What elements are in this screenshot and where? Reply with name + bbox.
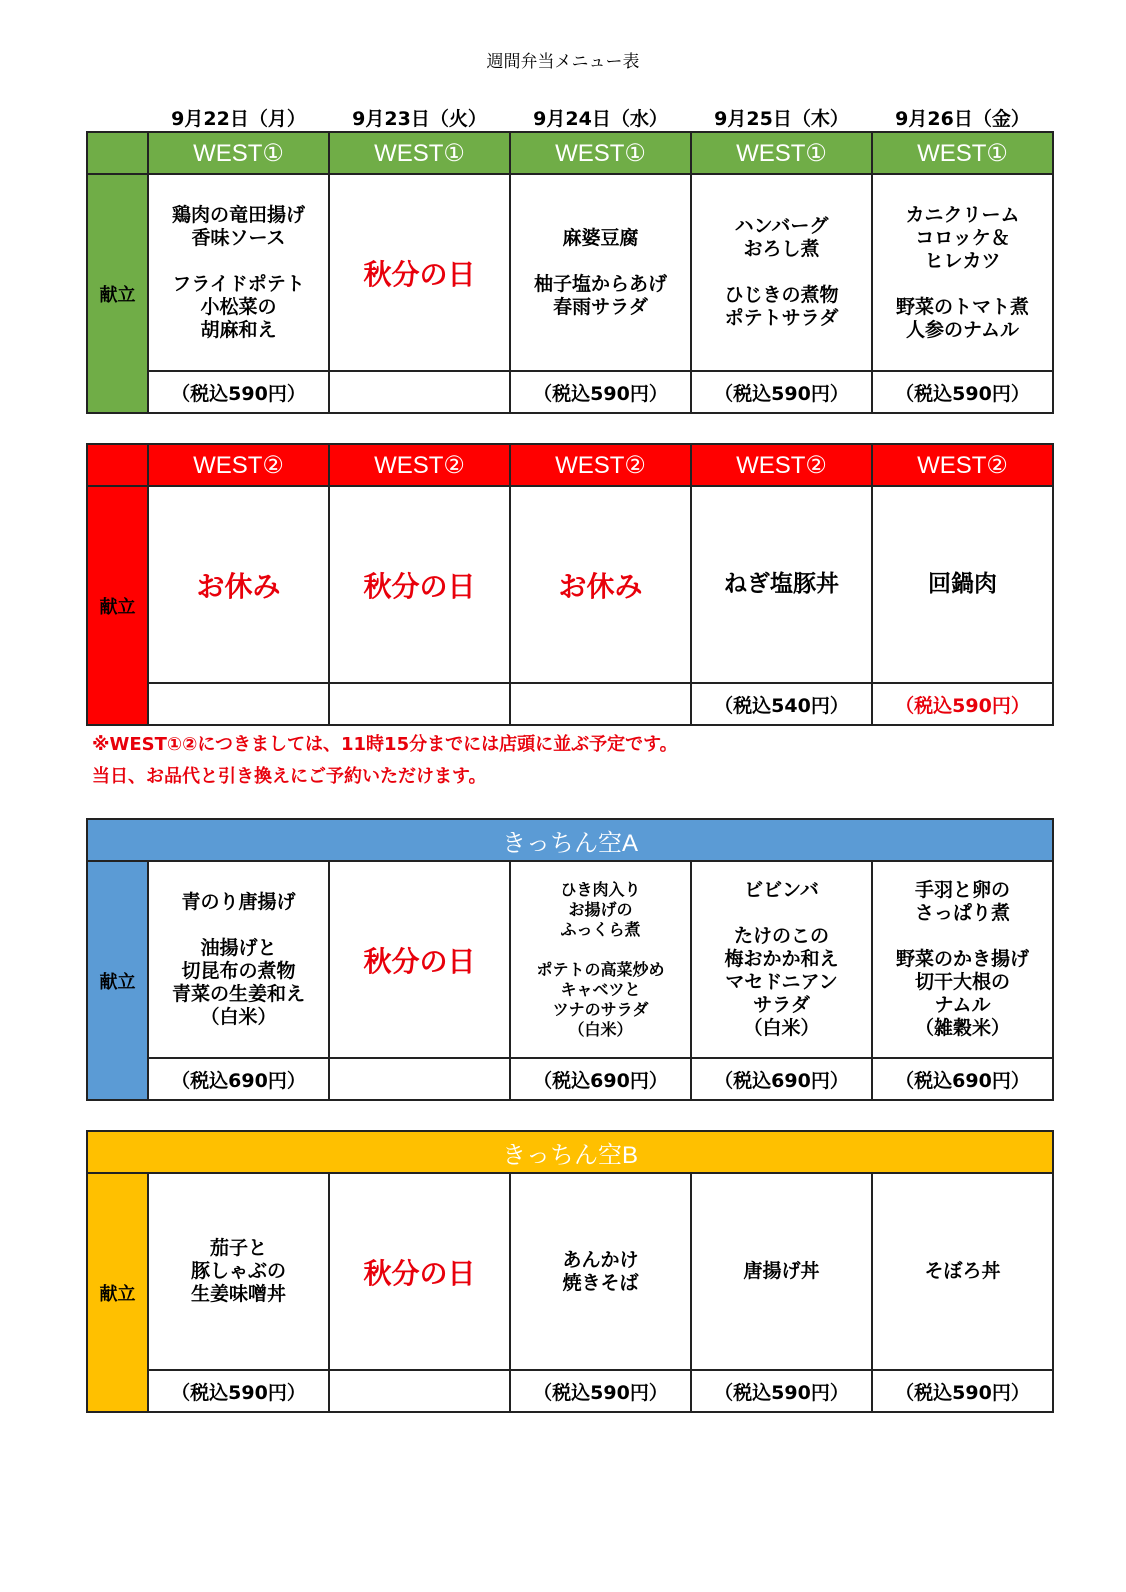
west1-header-tue: WEST① bbox=[329, 132, 510, 174]
west1-price-mon: （税込590円） bbox=[148, 371, 329, 413]
west2-dish-fri bbox=[872, 486, 1053, 683]
kitchen-a-dish-thu bbox=[691, 861, 872, 1058]
kitchen-b-side-label: 献立 bbox=[87, 1173, 148, 1412]
kitchen-a-dish-tue bbox=[329, 861, 510, 1058]
west1-dish-tue bbox=[329, 174, 510, 371]
west-note-line-1: ※WEST①②につきましては、11時15分までには店頭に並ぶ予定です。 bbox=[92, 734, 678, 755]
west1-table bbox=[86, 131, 1054, 414]
kitchen-b-dish-wed bbox=[510, 1173, 691, 1370]
west2-header-thu: WEST② bbox=[691, 444, 872, 486]
west1-dish-mon-text: 鶏肉の竜田揚げ 香味ソース フライドポテト 小松菜の 胡麻和え bbox=[171, 203, 305, 341]
west1-dish-fri bbox=[872, 174, 1053, 371]
west2-table bbox=[86, 443, 1054, 726]
kitchen-b-dish-thu-text: 唐揚げ丼 bbox=[743, 1260, 820, 1282]
kitchen-a-price-thu: （税込690円） bbox=[691, 1058, 872, 1100]
west2-closed-wed: お休み bbox=[558, 569, 643, 603]
kitchen-a-dish-mon-text: 青のり唐揚げ 油揚げと 切昆布の煮物 青菜の生姜和え （白米） bbox=[171, 890, 305, 1028]
kitchen-b-dish-fri bbox=[872, 1173, 1053, 1370]
kitchen-b-table bbox=[86, 1130, 1054, 1413]
west2-price-tue bbox=[329, 683, 510, 725]
west2-header-corner bbox=[87, 444, 148, 486]
kitchen-b-dish-fri-text: そぼろ丼 bbox=[924, 1260, 1001, 1282]
kitchen-b-dish-mon-text: 茄子と 豚しゃぶの 生姜味噌丼 bbox=[190, 1237, 286, 1305]
west1-holiday-text: 秋分の日 bbox=[363, 257, 476, 291]
kitchen-b-price-tue bbox=[329, 1370, 510, 1412]
kitchen-a-holiday-text: 秋分の日 bbox=[363, 944, 476, 978]
kitchen-a-price-fri: （税込690円） bbox=[872, 1058, 1053, 1100]
west2-header-fri: WEST② bbox=[872, 444, 1053, 486]
date-fri: 9月26日（金） bbox=[895, 108, 1030, 130]
west1-dish-fri-text: カニクリーム コロッケ＆ ヒレカツ 野菜のトマト煮 人参のナムル bbox=[895, 203, 1029, 341]
kitchen-b-header: きっちん空B bbox=[87, 1131, 1053, 1173]
kitchen-a-dish-fri bbox=[872, 861, 1053, 1058]
date-wed: 9月24日（水） bbox=[533, 108, 668, 130]
west1-dish-wed-text: 麻婆豆腐 柚子塩からあげ 春雨サラダ bbox=[533, 226, 667, 318]
west2-holiday-text: 秋分の日 bbox=[363, 569, 476, 603]
west2-header-tue: WEST② bbox=[329, 444, 510, 486]
west2-side-label: 献立 bbox=[87, 486, 148, 725]
west1-header-wed: WEST① bbox=[510, 132, 691, 174]
date-header-row bbox=[148, 104, 1054, 131]
west1-dish-thu-text: ハンバーグ おろし煮 ひじきの煮物 ポテトサラダ bbox=[724, 215, 839, 329]
west2-header-mon: WEST② bbox=[148, 444, 329, 486]
west1-price-wed: （税込590円） bbox=[510, 371, 691, 413]
kitchen-b-dish-wed-text: あんかけ 焼きそば bbox=[562, 1248, 639, 1294]
west-note-line-2: 当日、お品代と引き換えにご予約いただけます。 bbox=[92, 766, 487, 787]
west2-price-wed bbox=[510, 683, 691, 725]
kitchen-b-dish-mon bbox=[148, 1173, 329, 1370]
kitchen-a-price-tue bbox=[329, 1058, 510, 1100]
kitchen-b-price-wed: （税込590円） bbox=[510, 1370, 691, 1412]
date-tue: 9月23日（火） bbox=[352, 108, 487, 130]
west2-header-wed: WEST② bbox=[510, 444, 691, 486]
kitchen-b-dish-thu bbox=[691, 1173, 872, 1370]
date-mon: 9月22日（月） bbox=[171, 108, 306, 130]
kitchen-a-dish-wed bbox=[510, 861, 691, 1058]
west1-price-thu: （税込590円） bbox=[691, 371, 872, 413]
west2-price-mon bbox=[148, 683, 329, 725]
kitchen-a-dish-mon bbox=[148, 861, 329, 1058]
west2-dish-fri-text: 回鍋肉 bbox=[928, 571, 997, 597]
kitchen-a-dish-fri-text: 手羽と卵の さっぱり煮 野菜のかき揚げ 切干大根の ナムル （雑穀米） bbox=[895, 879, 1029, 1039]
west2-closed-mon: お休み bbox=[196, 569, 281, 603]
kitchen-a-price-mon: （税込690円） bbox=[148, 1058, 329, 1100]
west1-dish-mon bbox=[148, 174, 329, 371]
kitchen-b-dish-tue bbox=[329, 1173, 510, 1370]
west1-header-thu: WEST① bbox=[691, 132, 872, 174]
kitchen-a-table bbox=[86, 818, 1054, 1101]
west1-price-fri: （税込590円） bbox=[872, 371, 1053, 413]
west2-dish-thu bbox=[691, 486, 872, 683]
west1-header-fri: WEST① bbox=[872, 132, 1053, 174]
kitchen-b-price-mon: （税込590円） bbox=[148, 1370, 329, 1412]
west1-price-tue bbox=[329, 371, 510, 413]
west2-dish-wed bbox=[510, 486, 691, 683]
west1-dish-thu bbox=[691, 174, 872, 371]
west1-header-mon: WEST① bbox=[148, 132, 329, 174]
west2-price-thu: （税込540円） bbox=[691, 683, 872, 725]
kitchen-a-header: きっちん空A bbox=[87, 819, 1053, 861]
west2-dish-thu-text: ねぎ塩豚丼 bbox=[724, 571, 839, 597]
west1-side-label: 献立 bbox=[87, 174, 148, 413]
kitchen-a-price-wed: （税込690円） bbox=[510, 1058, 691, 1100]
kitchen-a-dish-wed-text: ひき肉入り お揚げの ふっくら煮 ポテトの高菜炒め キャベツと ツナのサラダ （白米） bbox=[536, 879, 665, 1039]
date-thu: 9月25日（木） bbox=[714, 108, 849, 130]
west2-dish-tue bbox=[329, 486, 510, 683]
kitchen-a-dish-thu-text: ビビンバ たけのこの 梅おかか和え マセドニアン サラダ （白米） bbox=[724, 879, 839, 1039]
kitchen-b-price-fri: （税込590円） bbox=[872, 1370, 1053, 1412]
page-title: 週間弁当メニュー表 bbox=[486, 52, 640, 72]
kitchen-b-holiday-text: 秋分の日 bbox=[363, 1256, 476, 1290]
west2-price-fri: （税込590円） bbox=[872, 683, 1053, 725]
west1-dish-wed bbox=[510, 174, 691, 371]
kitchen-a-side-label: 献立 bbox=[87, 861, 148, 1100]
west2-dish-mon bbox=[148, 486, 329, 683]
kitchen-b-price-thu: （税込590円） bbox=[691, 1370, 872, 1412]
west1-header-corner bbox=[87, 132, 148, 174]
